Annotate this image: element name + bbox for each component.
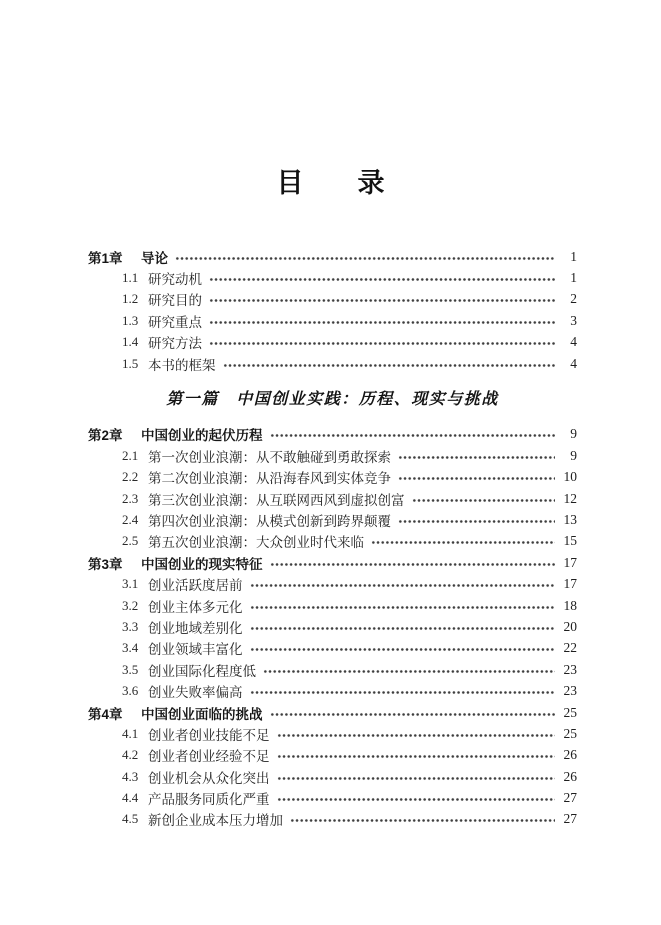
section-title: 创业机会从众化突出: [148, 770, 270, 786]
dot-leader: [250, 638, 556, 659]
section-title: 研究目的: [148, 293, 202, 309]
section-number: 1.3: [122, 312, 139, 328]
section-title: 创业活跃度居前: [148, 578, 243, 594]
page-number: 17: [563, 576, 577, 592]
dot-leader: [250, 680, 556, 701]
section-number: 4.5: [122, 811, 139, 827]
dot-leader: [277, 787, 556, 808]
section-title: 第三次创业浪潮：从互联网西风到虚拟创富: [148, 492, 405, 508]
section-number: 3.4: [122, 640, 139, 656]
section-title: 创业地域差别化: [148, 620, 243, 636]
section-title: 第五次创业浪潮：大众创业时代来临: [148, 535, 364, 551]
toc-chapter-row: [88, 702, 577, 723]
page-number: 25: [563, 704, 577, 720]
page-number: 3: [570, 312, 577, 328]
toc-section-row: [88, 310, 577, 331]
toc-chapter-row: [88, 424, 577, 445]
section-title: 本书的框架: [148, 357, 216, 373]
page-number: 25: [563, 725, 577, 741]
toc-section-row: [88, 353, 577, 374]
toc-section-row: [88, 531, 577, 552]
toc-section-row: [88, 595, 577, 616]
section-number: 4.3: [122, 768, 139, 784]
section-title: 创业领域丰富化: [148, 642, 243, 658]
page-number: 23: [563, 661, 577, 677]
section-title: 第四次创业浪潮：从模式创新到跨界颠覆: [148, 513, 391, 529]
section-number: 2.2: [122, 469, 139, 485]
dot-leader: [277, 766, 556, 787]
section-number: 2.4: [122, 511, 139, 527]
part-title: 第一篇 中国创业实践：历程、现实与挑战: [166, 391, 499, 409]
dot-leader: [398, 467, 555, 488]
section-title: 第一次创业浪潮：从不敢触碰到勇敢探索: [148, 449, 391, 465]
chapter-label: 第3章: [88, 556, 123, 572]
dot-leader: [250, 616, 556, 637]
dot-leader: [270, 552, 556, 573]
dot-leader: [209, 310, 555, 331]
dot-leader: [250, 573, 556, 594]
chapter-label: 第1章: [88, 250, 123, 266]
dot-leader: [277, 723, 556, 744]
dot-leader: [270, 702, 556, 723]
dot-leader: [209, 267, 555, 288]
page-number: 20: [563, 618, 577, 634]
dot-leader: [277, 745, 556, 766]
section-title: 研究动机: [148, 272, 202, 288]
toc-chapter-row: [88, 246, 577, 267]
section-number: 2.1: [122, 447, 139, 463]
section-number: 4.4: [122, 790, 139, 806]
dot-leader: [371, 531, 555, 552]
section-number: 3.2: [122, 597, 139, 613]
dot-leader: [270, 424, 556, 445]
section-title: 第二次创业浪潮：从沿海春风到实体竞争: [148, 471, 391, 487]
section-number: 3.1: [122, 576, 139, 592]
section-number: 3.5: [122, 661, 139, 677]
section-title: 创业者创业经验不足: [148, 749, 270, 765]
page-number: 9: [570, 447, 577, 463]
page-number: 12: [563, 490, 577, 506]
dot-leader: [209, 289, 555, 310]
section-title: 创业主体多元化: [148, 599, 243, 615]
page-number: 18: [563, 597, 577, 613]
section-title: 新创企业成本压力增加: [148, 813, 283, 829]
dot-leader: [263, 659, 555, 680]
toc-chapter-row: [88, 552, 577, 573]
page-number: 4: [570, 355, 577, 371]
toc-section-row: [88, 445, 577, 466]
toc-list: [88, 246, 577, 830]
section-title: 创业失败率偏高: [148, 685, 243, 701]
chapter-title: 中国创业面临的挑战: [141, 706, 263, 722]
section-number: 3.6: [122, 683, 139, 699]
toc-section-row: [88, 573, 577, 594]
toc-section-row: [88, 332, 577, 353]
dot-leader: [209, 332, 555, 353]
section-number: 1.2: [122, 291, 139, 307]
page-number: 26: [563, 747, 577, 763]
chapter-label: 第4章: [88, 706, 123, 722]
section-number: 3.3: [122, 618, 139, 634]
page-number: 15: [563, 533, 577, 549]
toc-section-row: [88, 467, 577, 488]
page-number: 17: [563, 554, 577, 570]
toc-section-row: [88, 289, 577, 310]
toc-section-row: [88, 638, 577, 659]
dot-leader: [250, 595, 556, 616]
dot-leader: [290, 809, 555, 830]
toc-section-row: [88, 488, 577, 509]
section-number: 4.2: [122, 747, 139, 763]
toc-section-row: [88, 787, 577, 808]
page-number: 26: [563, 768, 577, 784]
section-title: 创业者创业技能不足: [148, 727, 270, 743]
section-title: 产品服务同质化严重: [148, 792, 270, 808]
section-number: 2.5: [122, 533, 139, 549]
section-title: 研究方法: [148, 336, 202, 352]
page-number: 22: [563, 640, 577, 656]
dot-leader: [398, 445, 555, 466]
toc-section-row: [88, 766, 577, 787]
page-number: 27: [563, 790, 577, 806]
page-number: 9: [570, 426, 577, 442]
toc-section-row: [88, 267, 577, 288]
page-title: 目 录: [276, 168, 385, 198]
section-number: 2.3: [122, 490, 139, 506]
dot-leader: [412, 488, 556, 509]
dot-leader: [223, 353, 556, 374]
toc-section-row: [88, 680, 577, 701]
section-number: 1.5: [122, 355, 139, 371]
section-title: 研究重点: [148, 314, 202, 330]
chapter-title: 中国创业的起伏历程: [141, 428, 263, 444]
chapter-title: 中国创业的现实特征: [141, 556, 263, 572]
toc-section-row: [88, 616, 577, 637]
page-number: 1: [570, 248, 577, 264]
toc-section-row: [88, 659, 577, 680]
toc-section-row: [88, 809, 577, 830]
toc-section-row: [88, 723, 577, 744]
toc-section-row: [88, 745, 577, 766]
toc-section-row: [88, 509, 577, 530]
page-number: 13: [563, 511, 577, 527]
chapter-title: 导论: [141, 250, 168, 266]
page-number: 1: [570, 270, 577, 286]
page-number: 10: [563, 469, 577, 485]
page-number: 4: [570, 334, 577, 350]
chapter-label: 第2章: [88, 428, 123, 444]
section-number: 1.4: [122, 334, 139, 350]
page-number: 23: [563, 683, 577, 699]
dot-leader: [398, 509, 555, 530]
section-number: 4.1: [122, 725, 139, 741]
dot-leader: [175, 246, 555, 267]
section-title: 创业国际化程度低: [148, 663, 256, 679]
page-number: 27: [563, 811, 577, 827]
section-number: 1.1: [122, 270, 139, 286]
page-number: 2: [570, 291, 577, 307]
